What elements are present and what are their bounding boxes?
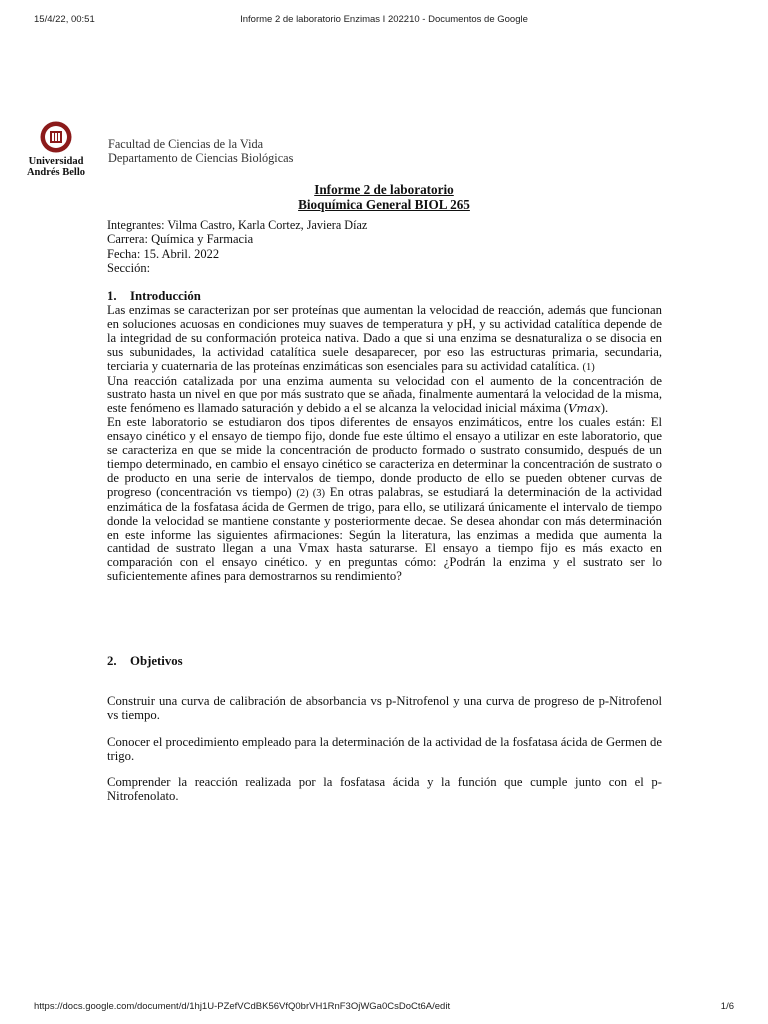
citation-2-3: (2) (3) (296, 487, 326, 499)
title-line1: Informe 2 de laboratorio (314, 182, 454, 197)
intro-paragraph-1 (107, 304, 662, 375)
members: Integrantes: Vilma Castro, Karla Cortez, Javiera Díaz (107, 218, 368, 232)
section-number: 2. (107, 654, 117, 668)
intro-paragraph-2 (107, 375, 662, 417)
intro-p3b-text: En otras palabras, se estudiará la determinación de la actividad enzimática de la fosfatasa ácida de Germen de trigo, para ello, se utilizará únicamente el intervalo de tiempo donde la velocidad se mantiene constante y posteriormente decae. Se desea ahondar con más determinación en este informe las siguientes afirmaciones: Según la literatura, las enzimas a medida que aumenta la cantidad de sustrato llegan a una Vmax hasta saturarse. El ensayo a tiempo fijo es más exacto en comparación con el ensayo cinético. y en preguntas cómo: ¿Podrán la enzima y el sustrato ser lo suficientemente afines para demostrarnos su rendimiento? (107, 484, 663, 584)
print-url: https://docs.google.com/document/d/1hj1U-PZefVCdBK56VfQ0brVH1RnF3OjWGa0CsDoCt6A/edit (34, 1001, 451, 1012)
university-crest-icon (39, 120, 73, 154)
intro-paragraph-3 (107, 416, 662, 584)
print-doc-title: Informe 2 de laboratorio Enzimas I 202210 - Documentos de Google (240, 14, 528, 25)
intro-p3a-text: En este laboratorio se estudiaron dos tipos diferentes de ensayos enzimáticos, entre los cuales están: El ensayo cinético y el ensayo de tiempo fijo, donde fue este último el ensayo a utilizar en este laboratorio, que se caracteriza en que se mide la concentración de producto formado o sustrato consumido, después de un tiempo determinado, en cambio el ensayo cinético se caracteriza en determinar la concentración de sustrato o de producto en una serie de intervalos de tiempo, donde producto de ello se pueden obtener curvas de progreso (concentración vs tiempo) (107, 415, 662, 499)
date: Fecha: 15. Abril. 2022 (107, 246, 220, 261)
section-title: Objetivos (130, 654, 183, 668)
section-heading-objectives (107, 654, 183, 669)
report-metadata (107, 218, 367, 275)
section-field: Sección: (107, 260, 151, 275)
citation-1: (1) (582, 361, 595, 373)
career: Carrera: Química y Farmacia (107, 232, 254, 247)
intro-p1-text: Las enzimas se caracterizan por ser proteínas que aumentan la velocidad de reacción, además que funcionan en soluciones acuosas en condiciones muy suaves de temperatura y pH, y su actividad catalítica depende de la integridad de su conformación proteica nativa. Dado a que si una enzima se desnaturaliza o se disocia en sus subunidades, la actividad catalítica suele desaparecer, por eso las estructuras primaria, secundaria, terciaria y cuaternaria de las proteínas enzimáticas son esenciales para su actividad catalítica. (107, 303, 662, 373)
department-name: Departamento de Ciencias Biológicas (108, 151, 294, 165)
intro-p2-text: Una reacción catalizada por una enzima aumenta su velocidad con el aumento de la concentración de sustrato hasta un nivel en que por más sustrato que se añada, finalmente aumentará la velocidad de la misma, este fenómeno es llamado saturación y debido a el se alcanza la velocidad inicial máxima ( (107, 373, 662, 416)
university-logo (22, 120, 90, 178)
title-line2: Bioquímica General BIOL 265 (298, 197, 470, 212)
logo-text-line1: Universidad (28, 156, 84, 167)
objective-item: Construir una curva de calibración de absorbancia vs p-Nitrofenol y una curva de progreso de p-Nitrofenol vs tiempo. (107, 694, 662, 722)
objective-item: Comprender la reacción realizada por la fosfatasa ácida y la función que cumple junto con el p-Nitrofenolato. (107, 775, 662, 803)
vmax-symbol: Vmax (568, 401, 601, 416)
faculty-block (108, 137, 293, 165)
intro-p2-end: ). (600, 401, 609, 416)
print-page-number: 1/6 (720, 1001, 734, 1012)
faculty-name: Facultad de Ciencias de la Vida (108, 137, 264, 151)
objective-item: Conocer el procedimiento empleado para la determinación de la actividad de la fosfatasa ácida de Germen de trigo. (107, 735, 662, 763)
document-title (0, 182, 768, 212)
logo-text-line2: Andrés Bello (26, 167, 86, 178)
section-number: 1. (107, 289, 117, 303)
introduction-body (107, 304, 662, 584)
section-title: Introducción (130, 289, 201, 303)
print-datetime: 15/4/22, 00:51 (34, 14, 95, 25)
section-heading-introduction (107, 289, 201, 304)
